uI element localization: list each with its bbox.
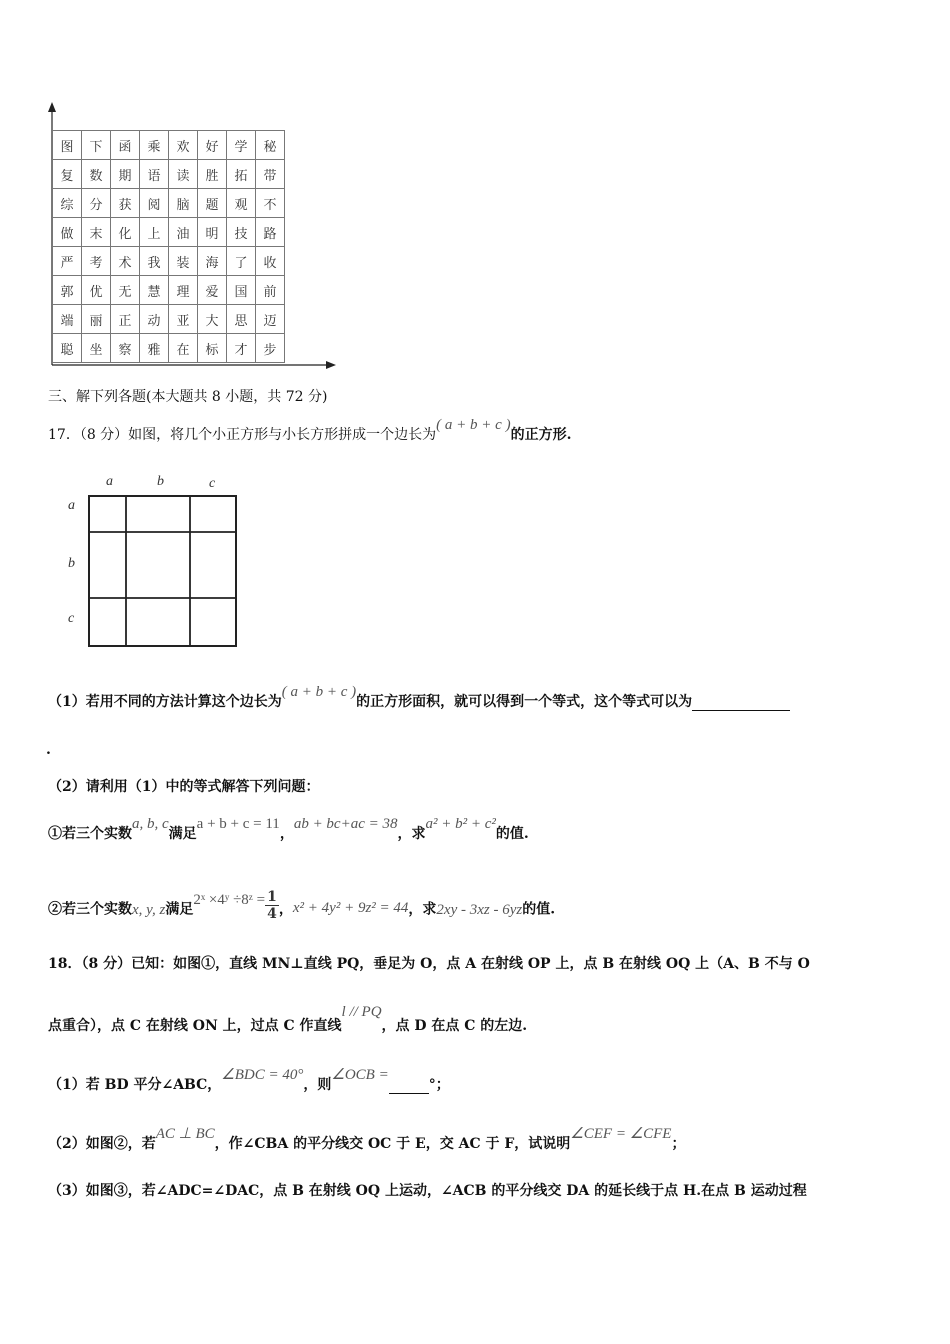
top-label-b: b bbox=[157, 474, 164, 489]
q18-line2 bbox=[48, 1004, 528, 1035]
grid-cell: 做 bbox=[53, 218, 82, 247]
grid-cell: 察 bbox=[111, 334, 140, 363]
grid-cell: 无 bbox=[111, 276, 140, 305]
grid-cell: 学 bbox=[227, 131, 256, 160]
q17-s1-eq2: ab + bc+ac = 38 bbox=[293, 816, 398, 832]
grid-cell: 聪 bbox=[53, 334, 82, 363]
section-title: 三、解下列各题(本大题共 8 小题，共 72 分) bbox=[48, 389, 328, 405]
q17-s1-target: a² + b² + c² bbox=[425, 816, 496, 832]
q17-part1 bbox=[48, 684, 790, 711]
grid-cell: 雅 bbox=[140, 334, 169, 363]
grid-cell: 慧 bbox=[140, 276, 169, 305]
grid-row bbox=[53, 189, 285, 218]
grid-cell: 丽 bbox=[82, 305, 111, 334]
side-label-c: c bbox=[68, 611, 75, 626]
q18-part1 bbox=[48, 1067, 450, 1094]
grid-cell: 我 bbox=[140, 247, 169, 276]
q18-p1-answer-blank[interactable] bbox=[389, 1079, 429, 1094]
grid-row bbox=[53, 334, 285, 363]
character-grid bbox=[52, 130, 285, 363]
top-label-c: c bbox=[209, 476, 216, 491]
q17-square-figure bbox=[62, 470, 252, 655]
q17-s1-vars: a, b, c bbox=[132, 816, 169, 832]
grid-cell: 胜 bbox=[198, 160, 227, 189]
top-label-a: a bbox=[106, 474, 113, 489]
grid-cell: 末 bbox=[82, 218, 111, 247]
grid-cell: 正 bbox=[111, 305, 140, 334]
grid-cell: 图 bbox=[53, 131, 82, 160]
grid-cell: 复 bbox=[53, 160, 82, 189]
grid-cell: 拓 bbox=[227, 160, 256, 189]
grid-cell: 理 bbox=[169, 276, 198, 305]
q17-s2-target: 2xy - 3xz - 6yz bbox=[436, 901, 523, 918]
grid-cell: 上 bbox=[140, 218, 169, 247]
grid-cell: 优 bbox=[82, 276, 111, 305]
grid-cell: 欢 bbox=[169, 131, 198, 160]
q18-p2-expr: AC ⊥ BC bbox=[155, 1126, 215, 1142]
q17-s2-prefix: ②若三个实数 bbox=[48, 901, 132, 918]
q17-sub2 bbox=[48, 889, 556, 926]
side-label-b: b bbox=[68, 556, 75, 571]
q17-s1-prefix: ①若三个实数 bbox=[48, 826, 132, 842]
grid-cell: 前 bbox=[256, 276, 285, 305]
grid-cell: 明 bbox=[198, 218, 227, 247]
grid-cell: 期 bbox=[111, 160, 140, 189]
grid-cell: 了 bbox=[227, 247, 256, 276]
grid-cell: 才 bbox=[227, 334, 256, 363]
grid-cell: 在 bbox=[169, 334, 198, 363]
q18-p2-expr2: ∠CEF = ∠CFE bbox=[570, 1126, 672, 1142]
q17-p1-expr: ( a + b + c ) bbox=[281, 684, 357, 700]
q17-expr: ( a + b + c ) bbox=[436, 417, 511, 433]
grid-cell: 步 bbox=[256, 334, 285, 363]
grid-cell: 收 bbox=[256, 247, 285, 276]
grid-row bbox=[53, 131, 285, 160]
q18-p2-suffix: ； bbox=[671, 1136, 686, 1152]
q17-p1-end: . bbox=[46, 742, 51, 758]
grid-cell: 化 bbox=[111, 218, 140, 247]
grid-cell: 端 bbox=[53, 305, 82, 334]
q18-p1-expr2: ∠OCB = bbox=[331, 1067, 389, 1083]
grid-row bbox=[53, 160, 285, 189]
grid-cell: 考 bbox=[82, 247, 111, 276]
grid-cell: 题 bbox=[198, 189, 227, 218]
grid-cell: 带 bbox=[256, 160, 285, 189]
q17-s2-comma: ， bbox=[278, 901, 293, 918]
grid-row bbox=[53, 218, 285, 247]
grid-cell: 术 bbox=[111, 247, 140, 276]
grid-cell: 路 bbox=[256, 218, 285, 247]
grid-cell: 脑 bbox=[169, 189, 198, 218]
grid-cell: 语 bbox=[140, 160, 169, 189]
q18-p1-mid: ，则 bbox=[303, 1077, 332, 1093]
grid-cell: 不 bbox=[256, 189, 285, 218]
q18-line2-expr: l // PQ bbox=[341, 1004, 382, 1020]
grid-cell: 动 bbox=[140, 305, 169, 334]
q17-s1-eq1: a + b + c = 11 bbox=[196, 816, 280, 832]
grid-cell: 严 bbox=[53, 247, 82, 276]
grid-row bbox=[53, 276, 285, 305]
grid-row bbox=[53, 305, 285, 334]
q18-p1-prefix: （1）若 BD 平分∠ABC， bbox=[48, 1077, 222, 1093]
q17-s2-fraction bbox=[265, 889, 279, 922]
grid-cell: 坐 bbox=[82, 334, 111, 363]
q18-p2-prefix: （2）如图②，若 bbox=[48, 1136, 156, 1152]
q18-part3: （3）如图③，若∠ADC=∠DAC，点 B 在射线 OQ 上运动，∠ACB 的平分线交 DA 的延长线于点 H.在点 B 运动过程 bbox=[48, 1183, 807, 1199]
grid-cell: 分 bbox=[82, 189, 111, 218]
square-diagram bbox=[62, 470, 252, 655]
q18-p2-mid: ，作∠CBA 的平分线交 OC 于 E，交 AC 于 F，试说明 bbox=[214, 1136, 571, 1152]
fraction-denominator: 4 bbox=[267, 906, 277, 922]
q18-line1: 18．（8 分）已知：如图①，直线 MN⊥直线 PQ，垂足为 O，点 A 在射线 OP 上，点 B 在射线 OQ 上（A、B 不与 O bbox=[48, 956, 810, 972]
grid-cell: 国 bbox=[227, 276, 256, 305]
q17-p1-answer-blank[interactable] bbox=[692, 696, 790, 711]
grid-cell: 好 bbox=[198, 131, 227, 160]
character-grid-figure bbox=[42, 100, 342, 375]
q17-s2-vars: x, y, z bbox=[132, 901, 166, 918]
grid-cell: 装 bbox=[169, 247, 198, 276]
q17-s1-suffix: 的值. bbox=[495, 826, 529, 842]
q17-s1-ask: ，求 bbox=[397, 826, 426, 842]
grid-cell: 阅 bbox=[140, 189, 169, 218]
grid-cell: 获 bbox=[111, 189, 140, 218]
q18-p1-suffix: °； bbox=[428, 1077, 450, 1093]
q17-p1-suffix: 的正方形面积，就可以得到一个等式，这个等式可以为 bbox=[356, 694, 693, 710]
grid-cell: 大 bbox=[198, 305, 227, 334]
q18-part2 bbox=[48, 1126, 686, 1153]
q17-s2-eq1: 2ˣ ×4ʸ ÷8ᶻ = bbox=[193, 891, 266, 908]
grid-cell: 爱 bbox=[198, 276, 227, 305]
q17-stem-prefix: 17．（8 分）如图，将几个小正方形与小长方形拼成一个边长为 bbox=[48, 427, 437, 443]
grid-cell: 综 bbox=[53, 189, 82, 218]
grid-cell: 海 bbox=[198, 247, 227, 276]
q17-s2-eq2: x² + 4y² + 9z² = 44 bbox=[292, 899, 409, 916]
q17-s2-ask: ，求 bbox=[408, 901, 437, 918]
q18-line2-prefix: 点重合），点 C 在射线 ON 上，过点 C 作直线 bbox=[48, 1018, 342, 1034]
q17-p1-prefix: （1）若用不同的方法计算这个边长为 bbox=[48, 694, 282, 710]
q17-s2-suffix: 的值. bbox=[522, 901, 556, 918]
grid-cell: 标 bbox=[198, 334, 227, 363]
grid-cell: 数 bbox=[82, 160, 111, 189]
side-label-a: a bbox=[68, 498, 75, 513]
q18-line2-suffix: ，点 D 在点 C 的左边. bbox=[381, 1018, 528, 1034]
q17-part2: （2）请利用（1）中的等式解答下列问题： bbox=[48, 779, 320, 795]
q18-p1-expr: ∠BDC = 40° bbox=[221, 1067, 304, 1083]
grid-cell: 油 bbox=[169, 218, 198, 247]
grid-cell: 函 bbox=[111, 131, 140, 160]
fraction-numerator: 1 bbox=[267, 889, 277, 905]
grid-cell: 读 bbox=[169, 160, 198, 189]
q17-s1-comma: ， bbox=[279, 826, 294, 842]
grid-row bbox=[53, 247, 285, 276]
q17-s1-mid: 满足 bbox=[168, 826, 197, 842]
grid-cell: 秘 bbox=[256, 131, 285, 160]
grid-cell: 郭 bbox=[53, 276, 82, 305]
q17-s2-mid: 满足 bbox=[165, 901, 194, 918]
grid-cell: 下 bbox=[82, 131, 111, 160]
grid-cell: 观 bbox=[227, 189, 256, 218]
q17-stem bbox=[48, 417, 572, 444]
q17-stem-suffix: 的正方形. bbox=[510, 427, 572, 443]
grid-cell: 思 bbox=[227, 305, 256, 334]
grid-cell: 技 bbox=[227, 218, 256, 247]
grid-cell: 迈 bbox=[256, 305, 285, 334]
q17-sub1 bbox=[48, 816, 529, 843]
grid-cell: 亚 bbox=[169, 305, 198, 334]
grid-cell: 乘 bbox=[140, 131, 169, 160]
